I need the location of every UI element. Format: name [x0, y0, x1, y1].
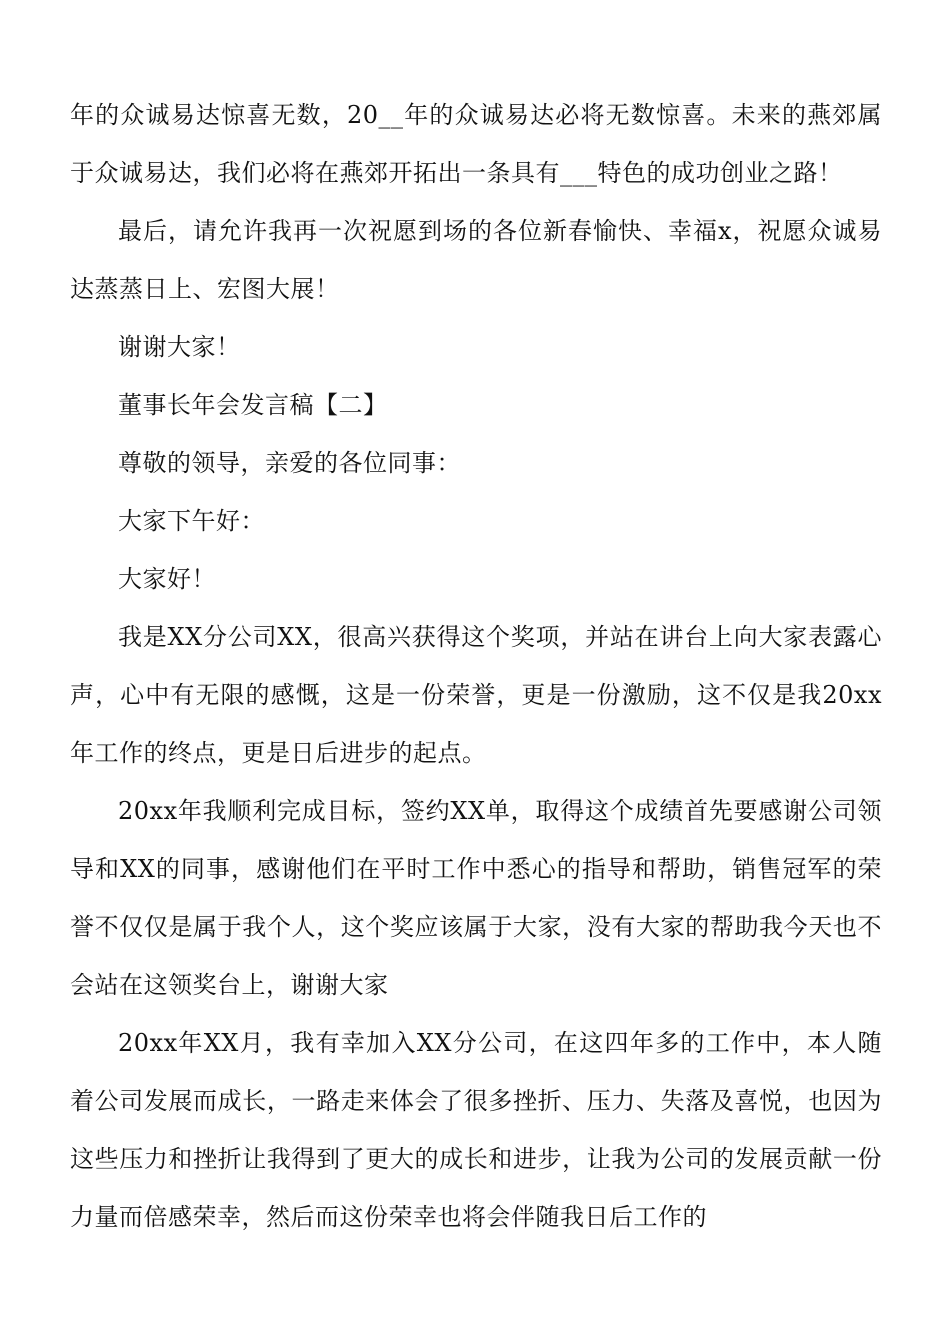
greeting-2: 大家好！	[118, 565, 216, 593]
section-heading: 董事长年会发言稿【二】	[118, 391, 388, 419]
greeting-1: 大家下午好：	[118, 507, 265, 535]
paragraph-8: 我是XX分公司XX，很高兴获得这个奖项，并站在讲台上向大家表露心声，心中有无限的感慨，这是一份荣誉，更是一份激励，这不仅是我20xx年工作的终点，更是日后进步的起点。	[70, 623, 882, 767]
paragraph-2: 最后，请允许我再一次祝愿到场的各位新春愉快、幸福x，祝愿众诚易达蒸蒸日上、宏图大展！	[70, 217, 882, 303]
paragraph-10: 20xx年XX月，我有幸加入XX分公司，在这四年多的工作中，本人随着公司发展而成长，一路走来体会了很多挫折、压力、失落及喜悦，也因为这些压力和挫折让我得到了更大的成长和进步，让我为公司的发展贡献一份力量而倍感荣幸，然后而这份荣幸也将会伴随我日后工作的	[70, 1029, 882, 1231]
salutation: 尊敬的领导，亲爱的各位同事：	[118, 449, 461, 477]
paragraph-3: 谢谢大家！	[118, 333, 241, 361]
paragraph-9: 20xx年我顺利完成目标，签约XX单，取得这个成绩首先要感谢公司领导和XX的同事，感谢他们在平时工作中悉心的指导和帮助，销售冠军的荣誉不仅仅是属于我个人，这个奖应该属于大家，没有大家的帮助我今天也不会站在这领奖台上，谢谢大家	[70, 797, 882, 999]
document-page	[70, 86, 882, 1246]
paragraph-1: 年的众诚易达惊喜无数，20__年的众诚易达必将无数惊喜。未来的燕郊属于众诚易达，我们必将在燕郊开拓出一条具有___特色的成功创业之路！	[70, 101, 882, 187]
